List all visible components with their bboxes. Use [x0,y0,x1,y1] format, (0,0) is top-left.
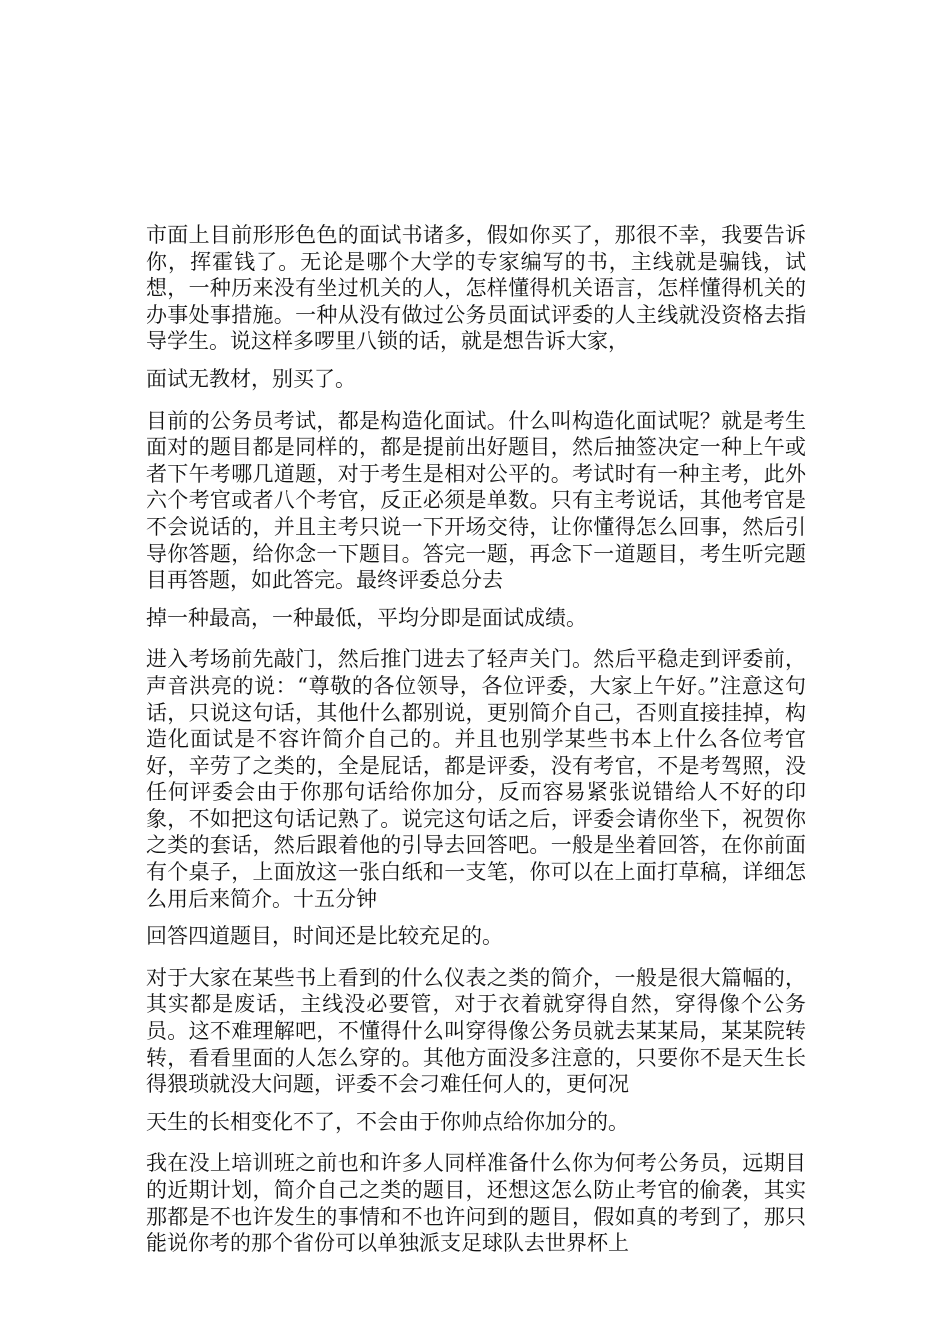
paragraph-2: 目前的公务员考试，都是构造化面试。什么叫构造化面试呢？就是考生面对的题目都是同样的，都是提前出好题目，然后抽签决定一种上午或者下午考哪几道题，对于考生是相对公平的。考试时有一种主考，此外六个考官或者八个考官，反正必须是单数。只有主考说话，其他考官是不会说话的，并且主考只说一下开场交待，让你懂得怎么回事，然后引导你答题，给你念一下题目。答完一题，再念下一道题目，考生听完题目再答题，如此答完。最终评委总分去 [146,408,806,593]
paragraph-3-continuation: 回答四道题目，时间还是比较充足的。 [146,924,503,949]
paragraph-2-continuation: 掉一种最高，一种最低，平均分即是面试成绩。 [146,605,587,630]
document-body [146,222,806,1257]
paragraph-4: 对于大家在某些书上看到的什么仪表之类的简介，一般是很大篇幅的，其实都是废话，主线没必要管，对于衣着就穿得自然，穿得像个公务员。这不难理解吧，不懂得什么叫穿得像公务员就去某某局，某某院转转，看看里面的人怎么穿的。其他方面没多注意的，只要你不是天生长得猥琐就没大问题，评委不会刁难任何人的，更何况 [146,965,806,1097]
paragraph-3: 进入考场前先敲门，然后推门进去了轻声关门。然后平稳走到评委前，声音洪亮的说：“尊敬的各位领导，各位评委，大家上午好。”注意这句话，只说这句话，其他什么都别说，更别简介自己，否则直接挂掉，构造化面试是不容许简介自己的。并且也别学某些书本上什么各位考官好，辛劳了之类的，全是屁话，都是评委，没有考官，不是考驾照，没任何评委会由于你那句话给你加分，反而容易紧张说错给人不好的印象，不如把这句话记熟了。说完这句话之后，评委会请你坐下，祝贺你之类的套话，然后跟着他的引导去回答吧。一般是坐着回答，在你前面有个桌子，上面放这一张白纸和一支笔，你可以在上面打草稿，详细怎么用后来简介。十五分钟 [146,647,806,911]
paragraph-5: 我在没上培训班之前也和许多人同样准备什么你为何考公务员，远期目的近期计划，简介自己之类的题目，还想这怎么防止考官的偷袭，其实那都是不也许发生的事情和不也许问到的题目，假如真的考到了，那只能说你考的那个省份可以单独派支足球队去世界杯上 [146,1151,806,1256]
paragraph-1-continuation: 面试无教材，别买了。 [146,366,356,391]
paragraph-4-continuation: 天生的长相变化不了，不会由于你帅点给你加分的。 [146,1109,629,1134]
paragraph-1: 市面上目前形形色色的面试书诸多，假如你买了，那很不幸，我要告诉你，挥霍钱了。无论是哪个大学的专家编写的书，主线就是骗钱，试想，一种历来没有坐过机关的人，怎样懂得机关语言，怎样懂得机关的办事处事措施。一种从没有做过公务员面试评委的人主线就没资格去指导学生。说这样多啰里八锁的话，就是想告诉大家， [146,223,806,354]
